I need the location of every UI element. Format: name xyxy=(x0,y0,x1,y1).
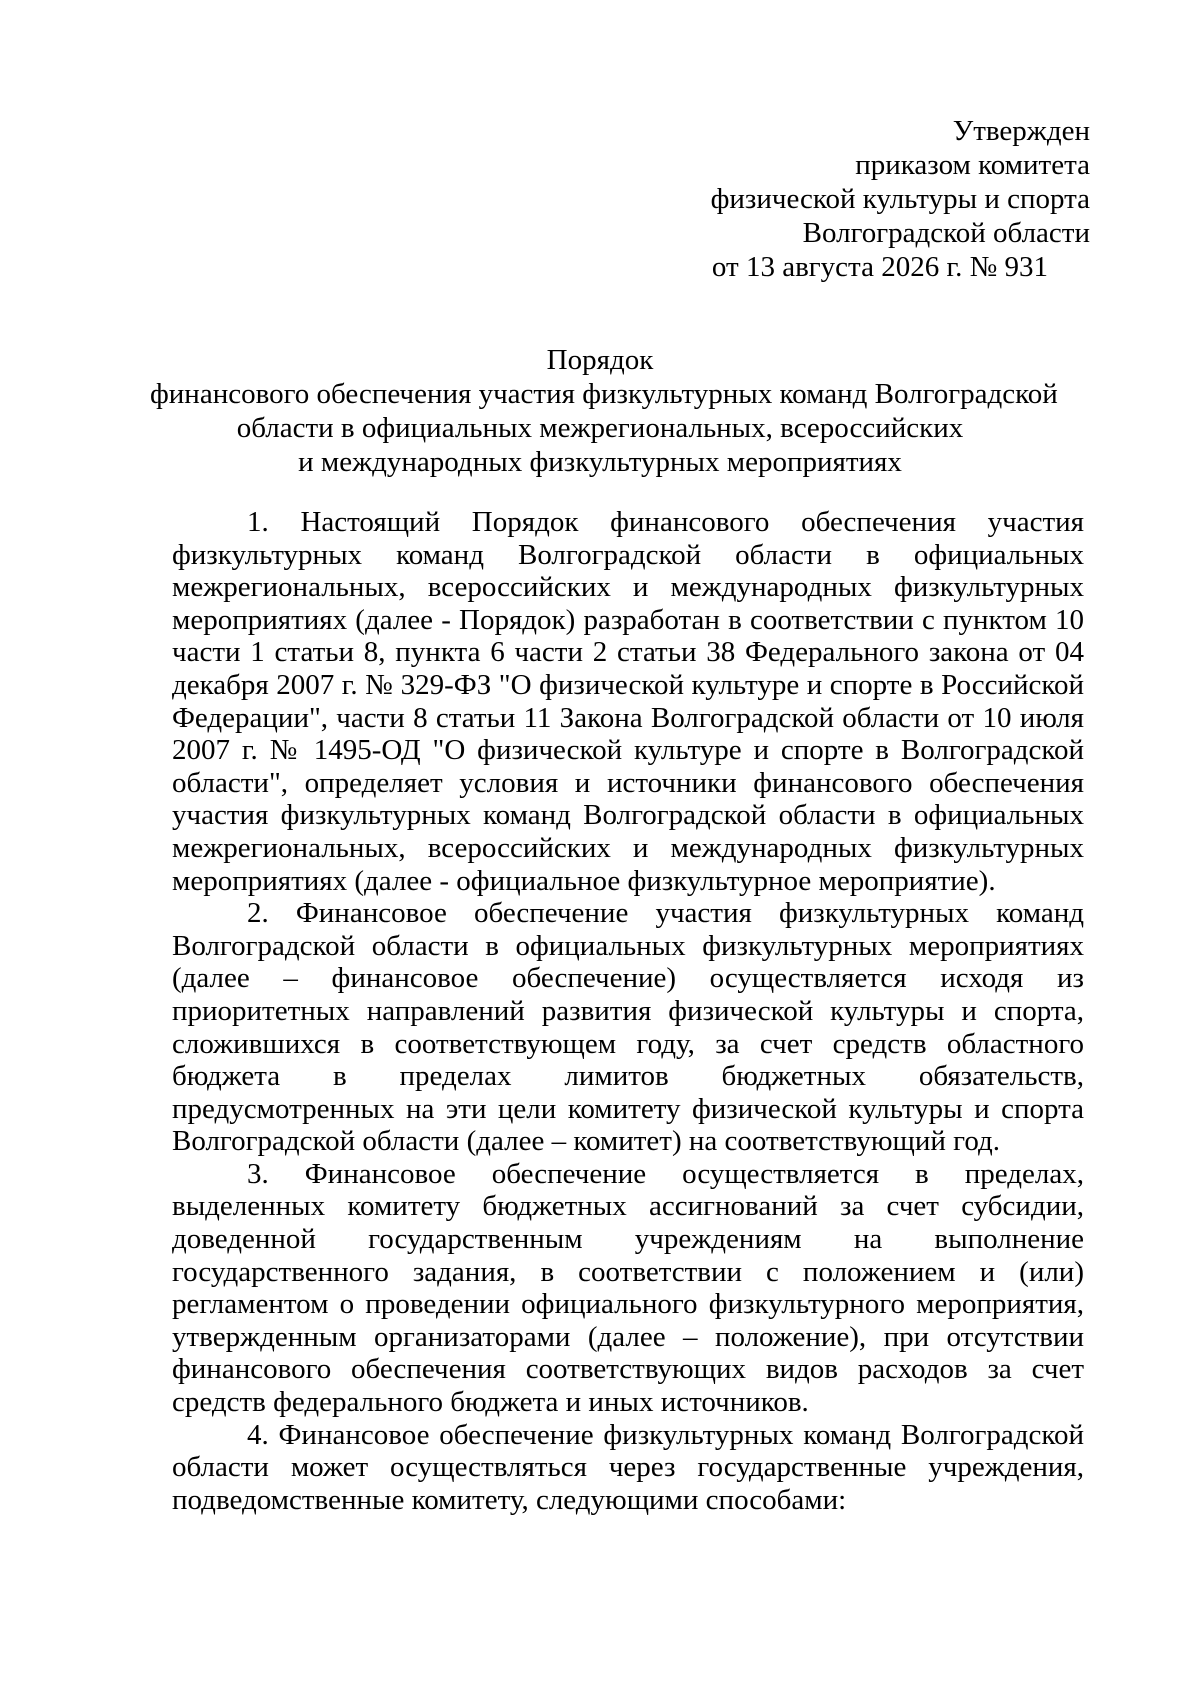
approval-line-date-number: от 13 августа 2026 г. № 931 xyxy=(711,251,1048,283)
title-line-2: финансового обеспечения участия физкультурных команд Волгоградской xyxy=(150,378,1058,410)
paragraph-4: 4. Финансовое обеспечение физкультурных команд Волгоградской области может осуществляться через государственные учреждения, подведомственные комитету, следующими способами: xyxy=(172,1418,1084,1516)
document-body xyxy=(172,506,1084,1516)
approval-line-order: приказом комитета xyxy=(855,149,1090,181)
approval-line-approved: Утвержден xyxy=(952,115,1090,147)
paragraph-1: 1. Настоящий Порядок финансового обеспечения участия физкультурных команд Волгоградской области в официальных межрегиональных, всероссийских и международных физкультурных мероприятиях (далее - Порядок) разработан в соответствии с пунктом 10 части 1 статьи 8, пункта 6 части 2 статьи 38 Федерального закона от 04 декабря 2007 г. № 329-ФЗ "О физической культуре и спорте в Российской Федерации", части 8 статьи 11 Закона Волгоградской области от 10 июля 2007 г. № 1495-ОД "О физической культуре и спорте в Волгоградской области", определяет условия и источники финансового обеспечения участия физкультурных команд Волгоградской области в официальных межрегиональных, всероссийских и международных физкультурных мероприятиях (далее - официальное физкультурное мероприятие). xyxy=(172,506,1084,897)
approval-line-committee: физической культуры и спорта xyxy=(710,183,1090,215)
document-title xyxy=(150,343,1058,479)
approval-line-region: Волгоградской области xyxy=(802,217,1090,249)
paragraph-2: 2. Финансовое обеспечение участия физкультурных команд Волгоградской области в официальных физкультурных мероприятиях (далее – финансовое обеспечение) осуществляется исходя из приоритетных направлений развития физической культуры и спорта, сложившихся в соответствующем году, за счет средств областного бюджета в пределах лимитов бюджетных обязательств, предусмотренных на эти цели комитету физической культуры и спорта Волгоградской области (далее – комитет) на соответствующий год. xyxy=(172,897,1084,1158)
title-line-1: Порядок xyxy=(546,344,654,376)
paragraph-3: 3. Финансовое обеспечение осуществляется в пределах, выделенных комитету бюджетных ассигнований за счет субсидии, доведенной государственным учреждениям на выполнение государственного задания, в соответствии с положением и (или) регламентом о проведении официального физкультурного мероприятия, утвержденным организаторами (далее – положение), при отсутствии финансового обеспечения соответствующих видов расходов за счет средств федерального бюджета и иных источников. xyxy=(172,1157,1084,1419)
title-line-3: области в официальных межрегиональных, всероссийских xyxy=(236,412,964,444)
approval-stamp xyxy=(570,114,1090,284)
title-line-4: и международных физкультурных мероприятиях xyxy=(298,446,902,478)
